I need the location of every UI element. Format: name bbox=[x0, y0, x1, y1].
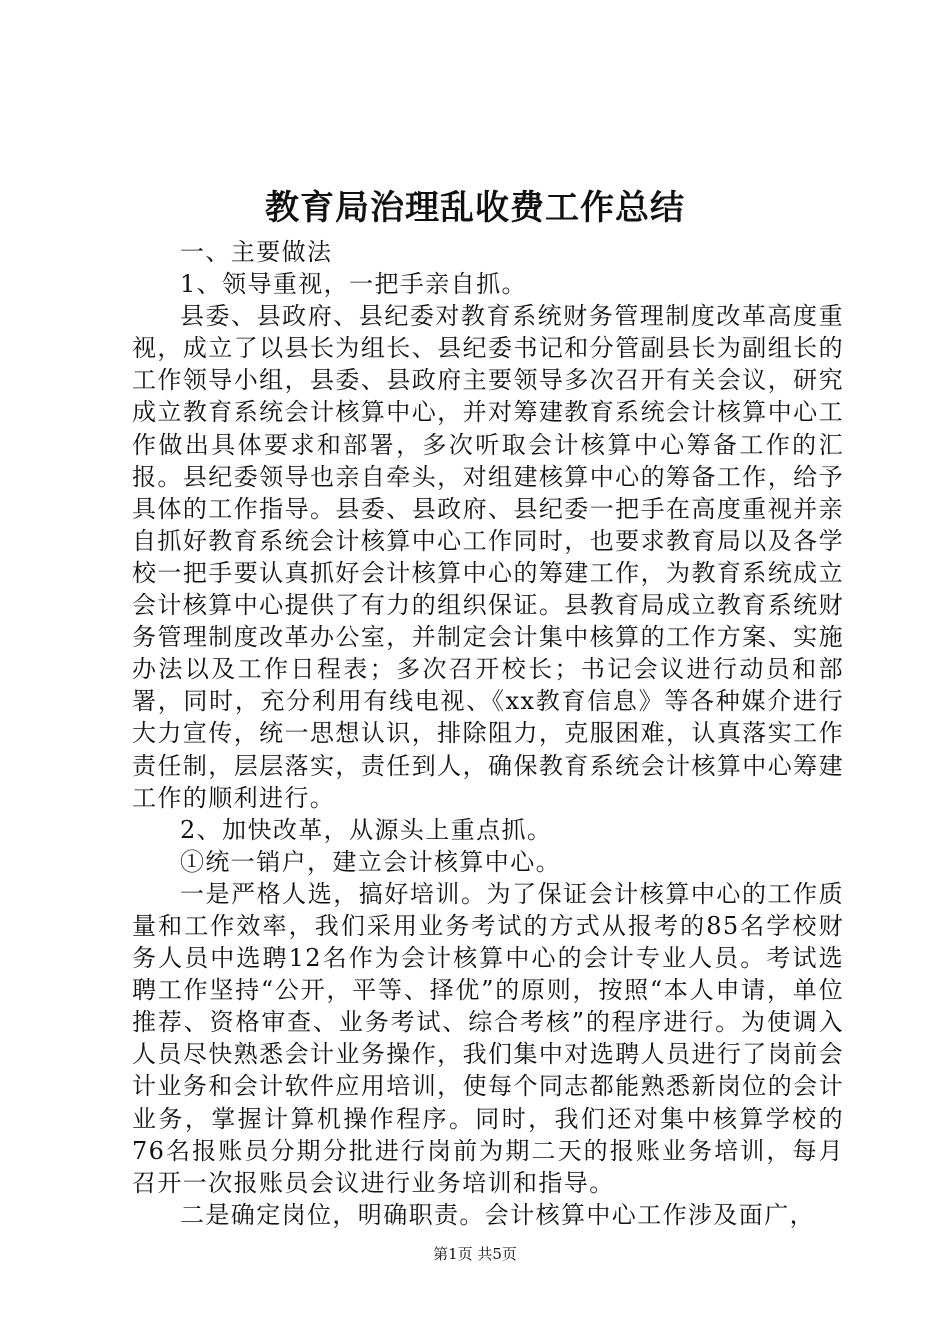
body-paragraph: 二是确定岗位，明确职责。会计核算中心工作涉及面广， bbox=[180, 1200, 815, 1229]
document-title: 教育局治理乱收费工作总结 bbox=[265, 188, 685, 228]
document-body bbox=[132, 236, 844, 1231]
body-paragraph: 县委、县政府、县纪委对教育系统财务管理制度改革高度重视，成立了以县长为组长、县纪委书记和分管副县长为副组长的工作领导小组，县委、县政府主要领导多次召开有关会议，研究成立教育系统会计核算中心，并对筹建教育系统会计核算中心工作做出具体要求和部署，多次听取会计核算中心筹备工作的汇报。县纪委领导也亲自牵头，对组建核算中心的筹备工作，给予具体的工作指导。县委、县政府、县纪委一把手在高度重视并亲自抓好教育系统会计核算中心工作同时，也要求教育局以及各学校一把手要认真抓好会计核算中心的筹建工作，为教育系统成立会计核算中心提供了有力的组织保证。县教育局成立教育系统财务管理制度改革办公室，并制定会计集中核算的工作方案、实施办法以及工作日程表；多次召开校长；书记会议进行动员和部署，同时，充分利用有线电视、《xx教育信息》等各种媒介进行大力宣传，统一思想认识，排除阻力，克服困难，认真落实工作责任制，层层落实，责任到人，确保教育系统会计核算中心筹建工作的顺利进行。 bbox=[132, 302, 844, 812]
subsection-heading: 1、领导重视，一把手亲自抓。 bbox=[180, 270, 527, 299]
section-heading: 一、主要做法 bbox=[180, 238, 333, 266]
subsection-heading: ①统一销户，建立会计核算中心。 bbox=[180, 847, 561, 876]
page-footer: 第1页 共5页 bbox=[433, 1245, 517, 1263]
subsection-heading: 2、加快改革，从源头上重点抓。 bbox=[180, 815, 553, 844]
body-paragraph: 一是严格人选，搞好培训。为了保证会计核算中心的工作质量和工作效率，我们采用业务考试的方式从报考的85名学校财务人员中选聘12名作为会计核算中心的会计专业人员。考试选聘工作坚持“公开，平等、择优”的原则，按照“本人申请，单位推荐、资格审查、业务考试、综合考核”的程序进行。为使调入人员尽快熟悉会计业务操作，我们集中对选聘人员进行了岗前会计业务和会计软件应用培训，使每个同志都能熟悉新岗位的会计业务，掌握计算机操作程序。同时，我们还对集中核算学校的76名报账员分期分批进行岗前为期二天的报账业务培训，每月召开一次报账员会议进行业务培训和指导。 bbox=[132, 879, 844, 1197]
